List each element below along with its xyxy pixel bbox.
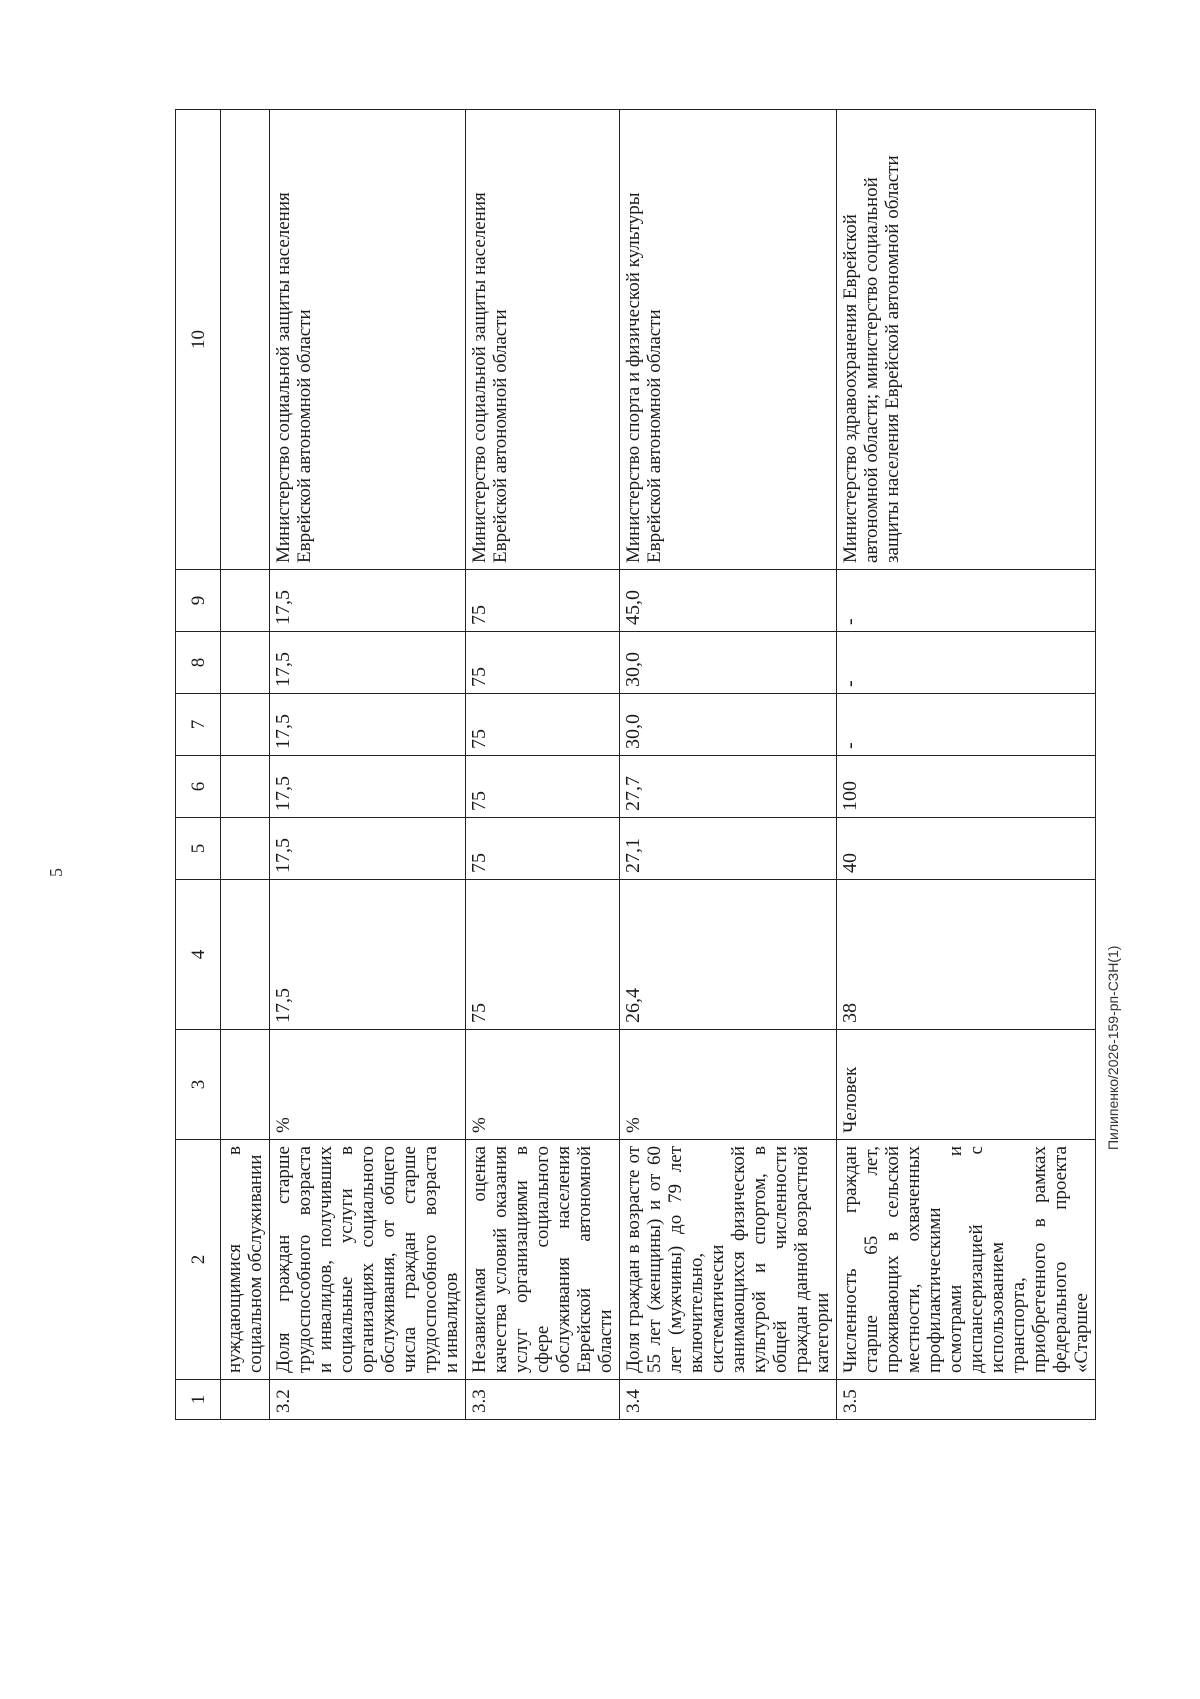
value-cell: 17,5 <box>270 570 466 632</box>
page-number: 5 <box>46 868 66 877</box>
value-cell <box>221 756 270 818</box>
responsible: Министерство здравоохранения Еврейской автономной области; министерство социальной защиты населения Еврейской автономной области <box>837 110 1096 570</box>
value-cell: 100 <box>837 756 1096 818</box>
unit <box>221 1030 270 1140</box>
value-cell <box>221 694 270 756</box>
value-cell: 30,0 <box>620 632 837 694</box>
header-cell: 6 <box>176 756 221 818</box>
value-cell: 17,5 <box>270 694 466 756</box>
unit: % <box>270 1030 466 1140</box>
row-number: 3.5 <box>837 1380 1096 1420</box>
table-row <box>620 110 837 1420</box>
responsible <box>221 110 270 570</box>
indicator-name: Доля граждан старше трудоспособного возраста и инвалидов, получивших социальные услуги в организациях социального обслуживания, от общего числа граждан старше трудоспособного возраста и инвалидов <box>270 1140 466 1380</box>
value-cell: 17,5 <box>270 756 466 818</box>
value-cell <box>221 632 270 694</box>
row-number: 3.2 <box>270 1380 466 1420</box>
row-number: 3.4 <box>620 1380 837 1420</box>
value-cell: - <box>837 632 1096 694</box>
value-cell: 45,0 <box>620 570 837 632</box>
indicators-table <box>175 109 1096 1420</box>
responsible: Министерство спорта и физической культуры Еврейской автономной области <box>620 110 837 570</box>
value-cell: 17,5 <box>270 880 466 1030</box>
header-cell: 5 <box>176 818 221 880</box>
document-code-text: Пилипенко/2026-159-рп-СЗН(1) <box>1105 945 1121 1150</box>
value-cell <box>221 880 270 1030</box>
value-cell: - <box>837 570 1096 632</box>
value-cell: - <box>837 694 1096 756</box>
header-cell: 4 <box>176 880 221 1030</box>
value-cell: 17,5 <box>270 818 466 880</box>
indicator-name: Доля граждан в возрасте от 55 лет (женщины) и от 60 лет (мужчины) до 79 лет включительно, систематически занимающихся физической культурой и спортом, в общей численности граждан данной возрастной категории <box>620 1140 837 1380</box>
value-cell: 75 <box>466 694 620 756</box>
header-cell: 9 <box>176 570 221 632</box>
value-cell: 75 <box>466 756 620 818</box>
table-row <box>221 110 270 1420</box>
table-row <box>837 110 1096 1420</box>
value-cell: 75 <box>466 570 620 632</box>
value-cell: 75 <box>466 880 620 1030</box>
header-row <box>176 110 221 1420</box>
unit: % <box>466 1030 620 1140</box>
header-cell: 8 <box>176 632 221 694</box>
indicator-name: Независимая оценка качества условий оказания услуг организациями в сфере социального обслуживания населения Еврейской автономной области <box>466 1140 620 1380</box>
header-cell: 10 <box>176 110 221 570</box>
responsible: Министерство социальной защиты населения Еврейской автономной области <box>466 110 620 570</box>
table-row <box>466 110 620 1420</box>
indicator-name: Численность граждан старше 65 лет, проживающих в сельской местности, охваченных профилактическими осмотрами и диспансеризацией с использованием транспорта, приобретенного в рамках федерального проекта «Старшее <box>837 1140 1096 1380</box>
unit: % <box>620 1030 837 1140</box>
header-cell: 1 <box>176 1380 221 1420</box>
header-cell: 2 <box>176 1140 221 1380</box>
value-cell: 75 <box>466 632 620 694</box>
value-cell: 27,1 <box>620 818 837 880</box>
value-cell: 26,4 <box>620 880 837 1030</box>
responsible: Министерство социальной защиты населения Еврейской автономной области <box>270 110 466 570</box>
value-cell: 30,0 <box>620 694 837 756</box>
value-cell <box>221 818 270 880</box>
row-number <box>221 1380 270 1420</box>
header-cell: 3 <box>176 1030 221 1140</box>
value-cell <box>221 570 270 632</box>
row-number: 3.3 <box>466 1380 620 1420</box>
value-cell: 40 <box>837 818 1096 880</box>
table-row <box>270 110 466 1420</box>
indicator-name: нуждающимися в социальном обслуживании <box>221 1140 270 1380</box>
unit: Человек <box>837 1030 1096 1140</box>
value-cell: 75 <box>466 818 620 880</box>
value-cell: 38 <box>837 880 1096 1030</box>
value-cell: 27,7 <box>620 756 837 818</box>
header-cell: 7 <box>176 694 221 756</box>
rotated-table-container <box>175 110 1125 1420</box>
value-cell: 17,5 <box>270 632 466 694</box>
